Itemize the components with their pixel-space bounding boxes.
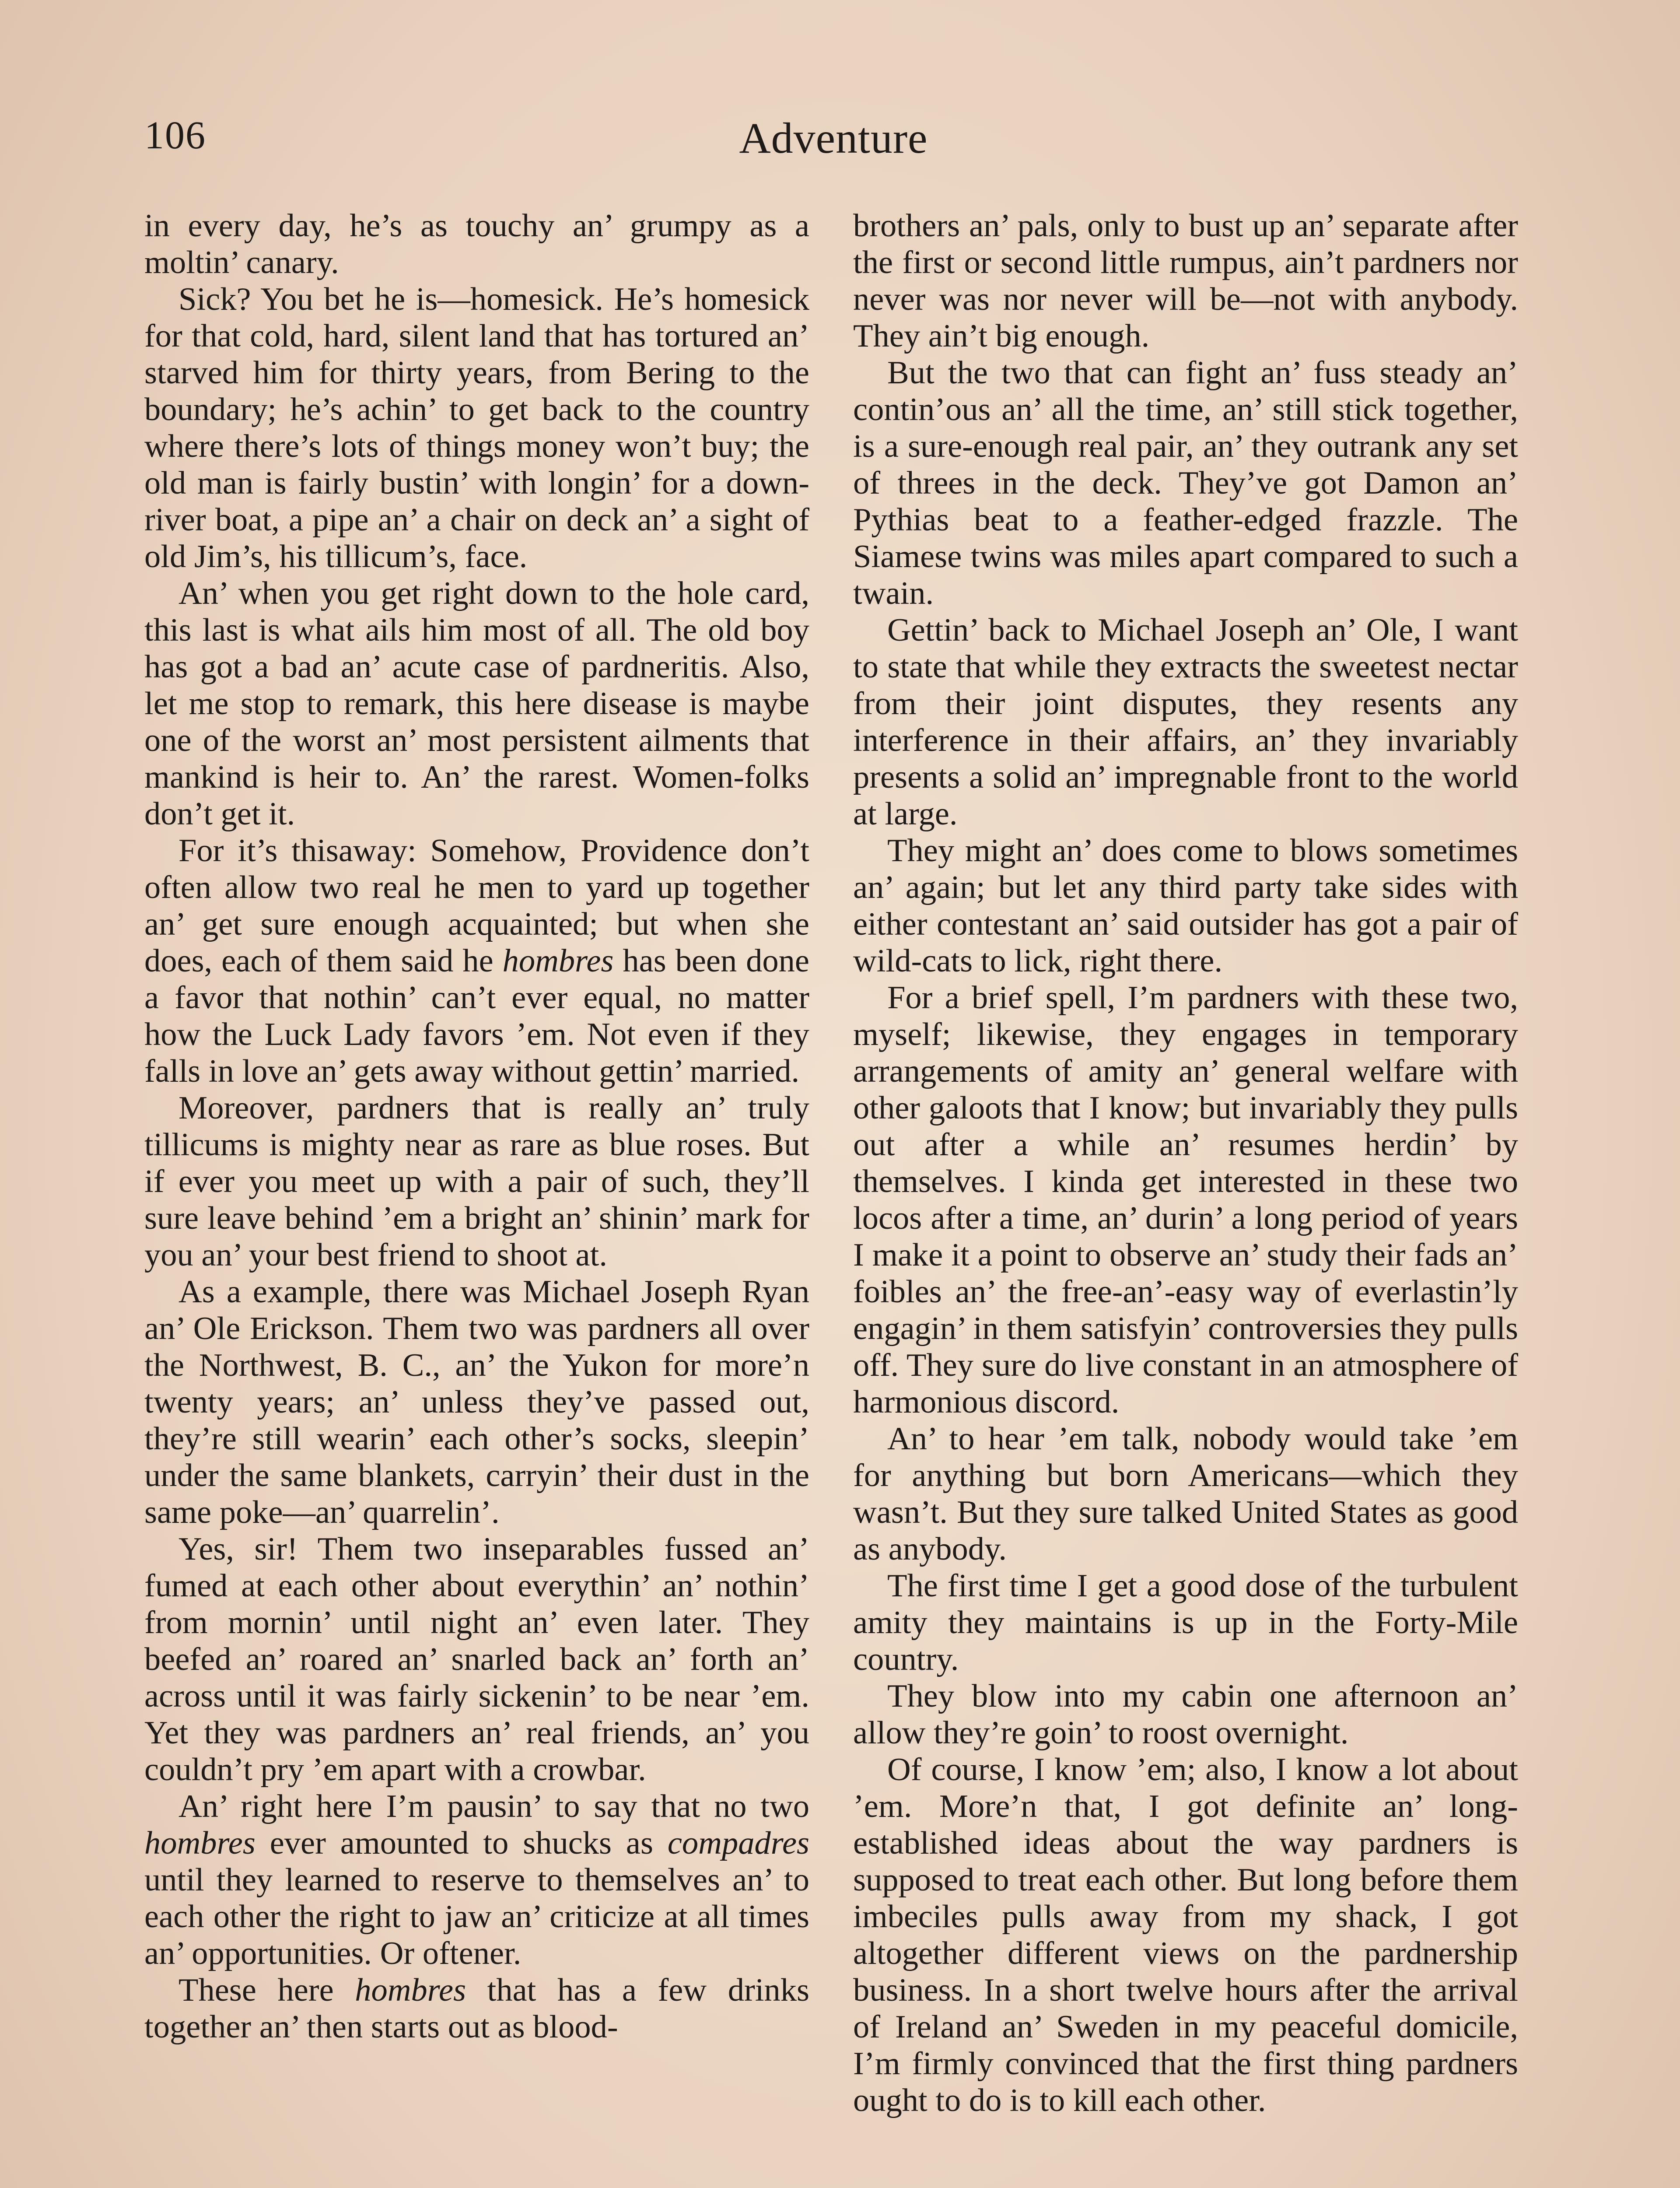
paragraph-text: The first time I get a good dose of the turbulent amity they maintains is up in the Forty-Mile country. [853, 1568, 1518, 1677]
paragraph [144, 1531, 809, 1788]
paragraph [853, 354, 1518, 612]
paragraph-text: As a example, there was Michael Joseph Ryan an’ Ole Erickson. Them two was pardners all over the Northwest, B. C., an’ the Yukon for more’n twenty years; an’ unless they’ve passed out, they’re still wearin’ each other’s socks, sleepin’ under the same blankets, carryin’ their dust in the same poke—an’ quarrelin’. [144, 1274, 809, 1530]
italic-term: hombres [355, 1972, 466, 2008]
paragraph [144, 281, 809, 575]
paragraph-text: For it’s thisaway: Somehow, Providence don’t often allow two real he men to yard up together an’ get sure enough acquainted; but when she does, each of them said he [144, 833, 809, 979]
paragraph-text: until they learned to reserve to themselves an’ to each other the right to jaw an’ criticize at all times an’ opportunities. Or oftener. [144, 1862, 809, 1971]
paragraph-text: Gettin’ back to Michael Joseph an’ Ole, I want to state that while they extracts the sweetest nectar from their joint disputes, they resents any interference in their affairs, an’ they invariably presents a solid an’ impregnable front to the world at large. [853, 612, 1518, 832]
running-title: Adventure [739, 114, 928, 162]
paragraph [853, 1567, 1518, 1678]
paragraph [853, 612, 1518, 832]
paragraph [144, 1090, 809, 1273]
right-text-column [853, 207, 1518, 2119]
paragraph-text: An’ to hear ’em talk, nobody would take ’em for anything but born Americans—which they wasn’t. But they sure talked United States as good as anybody. [853, 1421, 1518, 1567]
paragraph-text: Of course, I know ’em; also, I know a lot about ’em. More’n that, I got definite an’ long-established ideas about the way pardners is supposed to treat each other. But long before them imbeciles pulls away from my shack, I got altogether different views on the pardnership business. In a short twelve hours after the arrival of Ireland an’ Sweden in my peaceful domicile, I’m firmly convinced that the first thing pardners ought to do is to kill each other. [853, 1752, 1518, 2118]
left-text-column [144, 207, 809, 2045]
page-number: 106 [144, 114, 206, 157]
paragraph-text: brothers an’ pals, only to bust up an’ separate after the first or second little rumpus, ain’t pardners nor never was nor never will be—not with anybody. They ain’t big enough. [853, 208, 1518, 354]
paragraph-text: But the two that can fight an’ fuss steady an’ contin’ous an’ all the time, an’ still stick together, is a sure-enough real pair, an’ they outrank any set of threes in the deck. They’ve got Damon an’ Pythias beat to a feather-edged frazzle. The Siamese twins was miles apart compared to such a twain. [853, 355, 1518, 611]
paragraph [853, 1751, 1518, 2119]
paragraph [144, 1273, 809, 1531]
paragraph-text: in every day, he’s as touchy an’ grumpy as a moltin’ canary. [144, 208, 809, 281]
paragraph-text: that has a few drinks together an’ then starts out as blood- [144, 1972, 809, 2045]
italic-term: hombres [144, 1825, 256, 1861]
paragraph-text: Yes, sir! Them two inseparables fussed an’ fumed at each other about everythin’ an’ nothin’ from mornin’ until night an’ even later. They beefed an’ roared an’ snarled back an’ forth an’ across until it was fairly sickenin’ to be near ’em. Yet they was pardners an’ real friends, an’ you couldn’t pry ’em apart with a crowbar. [144, 1531, 809, 1788]
paragraph-text: They blow into my cabin one afternoon an’ allow they’re goin’ to roost overnight. [853, 1678, 1518, 1751]
paragraph-text: Sick? You bet he is—homesick. He’s homesick for that cold, hard, silent land that has tortured an’ starved him for thirty years, from Bering to the boundary; he’s achin’ to get back to the country where there’s lots of things money won’t buy; the old man is fairly bustin’ with longin’ for a down-river boat, a pipe an’ a chair on deck an’ a sight of old Jim’s, his tillicum’s, face. [144, 281, 809, 575]
page-header [144, 113, 1522, 174]
paragraph-text: An’ when you get right down to the hole card, this last is what ails him most of all. The old boy has got a bad an’ acute case of pardneritis. Also, let me stop to remark, this here disease is maybe one of the worst an’ most persistent ailments that mankind is heir to. An’ the rarest. Women-folks don’t get it. [144, 575, 809, 832]
paragraph-text: has been done a favor that nothin’ can’t ever equal, no matter how the Luck Lady favors ’em. Not even if they falls in love an’ gets away without gettin’ married. [144, 943, 809, 1089]
paragraph-text: They might an’ does come to blows sometimes an’ again; but let any third party take sides with either contestant an’ said outsider has got a pair of wild-cats to lick, right there. [853, 833, 1518, 979]
italic-term: hombres [502, 943, 614, 979]
paragraph [144, 832, 809, 1090]
paragraph [853, 207, 1518, 354]
paragraph-text: ever amounted to shucks as [255, 1825, 668, 1861]
paragraph-text: These here [178, 1972, 355, 2008]
paragraph [853, 832, 1518, 979]
italic-term: compadres [667, 1825, 809, 1861]
paragraph-text: Moreover, pardners that is really an’ truly tillicums is mighty near as rare as blue roses. But if ever you meet up with a pair of such, they’ll sure leave behind ’em a bright an’ shinin’ mark for you an’ your best friend to shoot at. [144, 1090, 809, 1273]
paragraph [144, 1972, 809, 2045]
paragraph [853, 979, 1518, 1420]
paragraph [144, 207, 809, 281]
paragraph-text: For a brief spell, I’m pardners with these two, myself; likewise, they engages in temporary arrangements of amity an’ general welfare with other galoots that I know; but invariably they pulls out after a while an’ resumes herdin’ by themselves. I kinda get interested in these two locos after a time, an’ durin’ a long period of years I make it a point to observe an’ study their fads an’ foibles an’ the free-an’-easy way of everlastin’ly engagin’ in them satisfyin’ controversies they pulls off. They sure do live constant in an atmosphere of harmonious discord. [853, 980, 1518, 1420]
paragraph [853, 1678, 1518, 1751]
paragraph [144, 575, 809, 832]
paragraph-text: An’ right here I’m pausin’ to say that no two [178, 1788, 809, 1824]
paragraph [853, 1420, 1518, 1567]
paragraph [144, 1788, 809, 1972]
